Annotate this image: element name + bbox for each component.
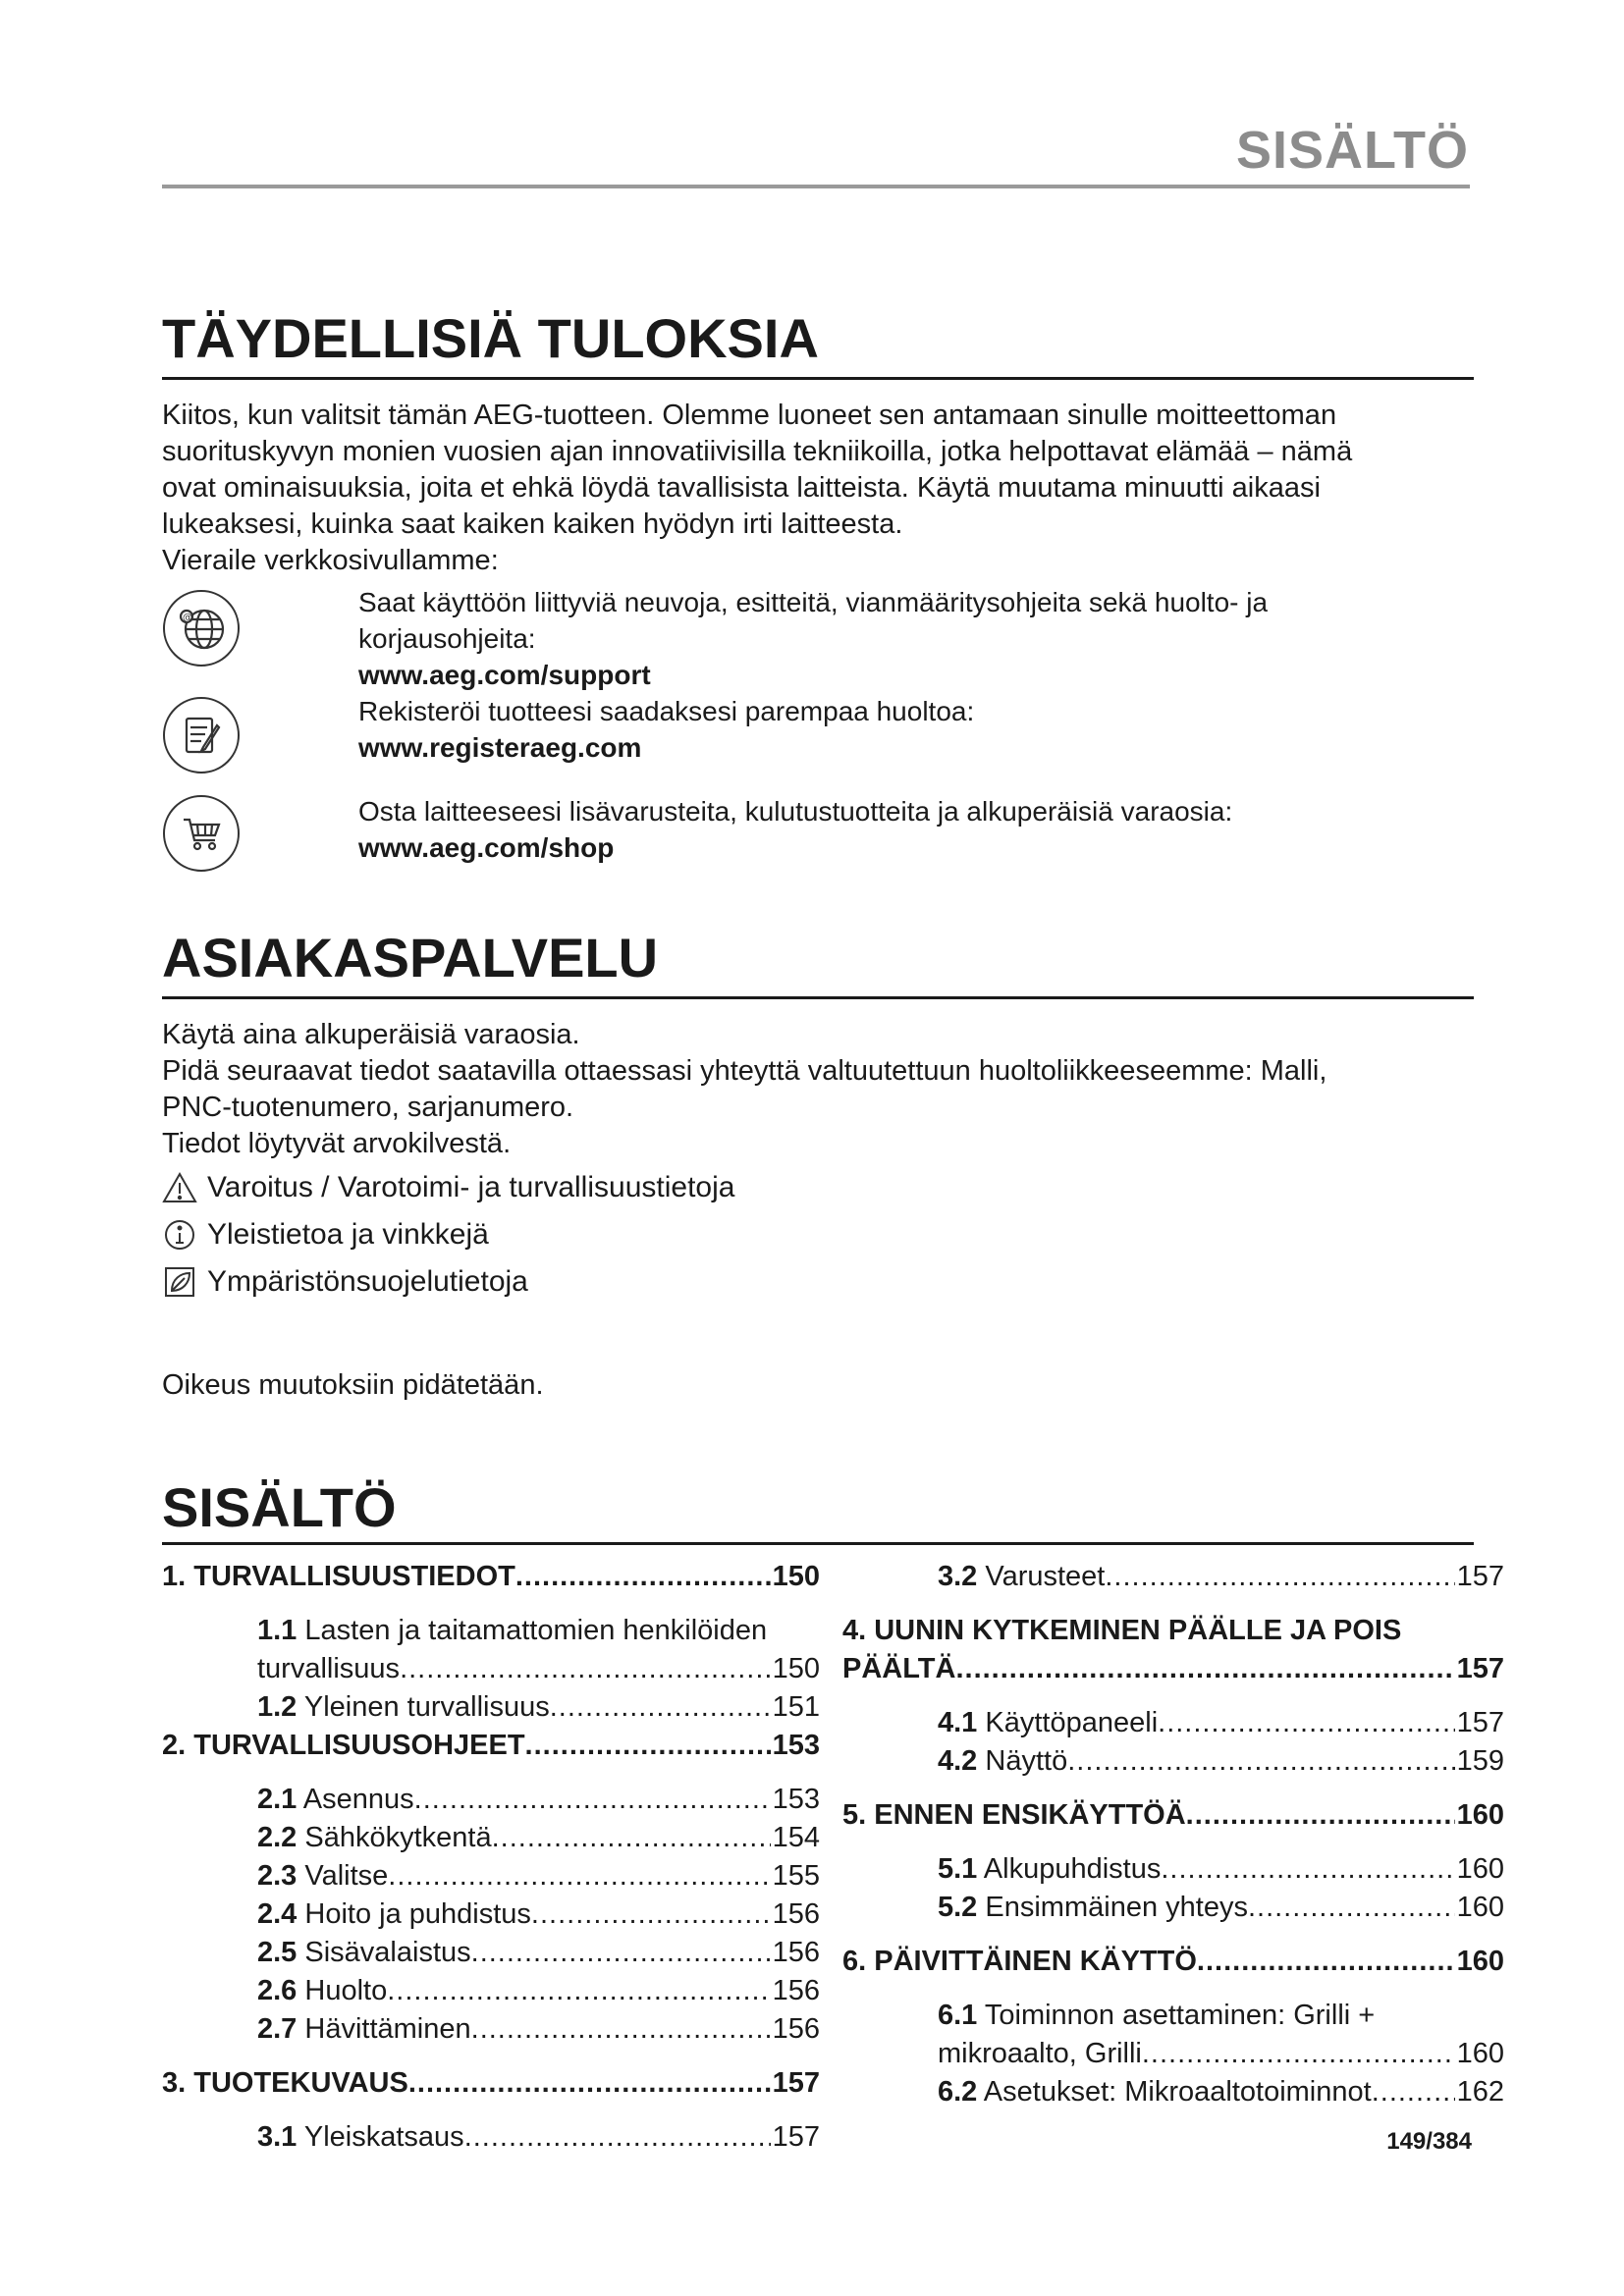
service-divider	[162, 996, 1474, 999]
toc-entry[interactable]: 1. TURVALLISUUSTIEDOT ..... 150	[162, 1561, 820, 1599]
toc-entry[interactable]: 1.2 Yleinen turvallisuus ..... 151	[162, 1691, 820, 1730]
toc-entry[interactable]: 2.2 Sähkökytkentä ..... 154	[162, 1822, 820, 1860]
shopping-cart-icon	[163, 795, 240, 872]
service-intro	[162, 1017, 1478, 1162]
results-intro	[162, 398, 1478, 579]
service-line: Pidä seuraavat tiedot saatavilla ottaessasi yhteyttä valtuutettuun huoltoliikkeeseemme: Malli,	[162, 1055, 1327, 1087]
service-title: ASIAKASPALVELU	[162, 927, 659, 988]
header-title: SISÄLTÖ	[1235, 121, 1469, 180]
toc-divider	[162, 1542, 1474, 1545]
service-line: Tiedot löytyvät arvokilvestä.	[162, 1128, 512, 1159]
toc-entry[interactable]: 2.7 Hävittäminen ..... 156	[162, 2013, 820, 2052]
toc-entry[interactable]: 5. ENNEN ENSIKÄYTTÖÄ ..... 160	[842, 1799, 1504, 1838]
toc-entry-continued[interactable]: turvallisuus ..... 150	[162, 1653, 820, 1691]
toc-entry[interactable]: 4.2 Näyttö ..... 159	[842, 1745, 1504, 1784]
toc-entry[interactable]: 6. PÄIVITTÄINEN KÄYTTÖ ..... 160	[842, 1946, 1504, 1984]
toc-right-column	[842, 1561, 1504, 2114]
support-link[interactable]: www.aeg.com/support	[358, 660, 651, 690]
results-line: ovat ominaisuuksia, joita et ehkä löydä tavallisista laitteista. Käytä muutama minuutti aikaasi	[162, 472, 1321, 504]
legend-info-text: Yleistietoa ja vinkkejä	[207, 1218, 489, 1251]
toc-entry[interactable]: 5.2 Ensimmäinen yhteys ..... 160	[842, 1892, 1504, 1930]
service-line: PNC-tuotenumero, sarjanumero.	[162, 1092, 574, 1123]
toc-entry-continued[interactable]: mikroaalto, Grilli ..... 160	[842, 2038, 1504, 2076]
service-line: Käytä aina alkuperäisiä varaosia.	[162, 1019, 580, 1050]
info-icon	[162, 1217, 197, 1253]
register-form-icon	[163, 697, 240, 774]
register-text: Rekisteröi tuotteesi saadaksesi parempaa huoltoa:	[358, 696, 975, 726]
toc-entry[interactable]: 2.1 Asennus ..... 153	[162, 1784, 820, 1822]
warning-icon	[162, 1170, 197, 1205]
toc-entry[interactable]: 2.6 Huolto ..... 156	[162, 1975, 820, 2013]
shop-text: Osta laitteeseesi lisävarusteita, kulutustuotteita ja alkuperäisiä varaosia:	[358, 796, 1233, 827]
svg-text:@: @	[183, 613, 192, 623]
results-line: suorituskyvyn monien vuosien ajan innovatiivisilla tekniikoilla, jotka helpottavat elämää – nämä	[162, 436, 1353, 467]
legend-warning	[162, 1168, 734, 1207]
support-text: korjausohjeita:	[358, 623, 536, 654]
toc-entry[interactable]: 5.1 Alkupuhdistus ..... 160	[842, 1853, 1504, 1892]
toc-entry[interactable]: 4. UUNIN KYTKEMINEN PÄÄLLE JA POIS	[842, 1615, 1402, 1646]
legend-info	[162, 1215, 489, 1255]
register-link[interactable]: www.registeraeg.com	[358, 732, 642, 763]
toc-title: SISÄLTÖ	[162, 1476, 397, 1538]
results-line: Kiitos, kun valitsit tämän AEG-tuotteen. Olemme luoneet sen antamaan sinulle moitteettoman	[162, 400, 1337, 431]
toc-entry[interactable]: 3. TUOTEKUVAUS ..... 157	[162, 2067, 820, 2106]
header-divider	[162, 185, 1470, 188]
results-line: Vieraile verkkosivullamme:	[162, 545, 499, 576]
leaf-icon	[162, 1264, 197, 1300]
toc-left-column	[162, 1561, 820, 2160]
toc-entry[interactable]: 2.3 Valitse ..... 155	[162, 1860, 820, 1898]
toc-entry[interactable]: 2.5 Sisävalaistus ..... 156	[162, 1937, 820, 1975]
page-number: 149/384	[1386, 2128, 1472, 2155]
toc-entry[interactable]: 4.1 Käyttöpaneeli ..... 157	[842, 1707, 1504, 1745]
toc-entry[interactable]: 6.2 Asetukset: Mikroaaltotoiminnot ..... 162	[842, 2076, 1504, 2114]
globe-icon	[163, 590, 240, 667]
toc-entry-continued[interactable]: PÄÄLTÄ ..... 157	[842, 1653, 1504, 1691]
toc-entry[interactable]: 3.2 Varusteet ..... 157	[842, 1561, 1504, 1599]
legend-warning-text: Varoitus / Varotoimi- ja turvallisuustietoja	[207, 1171, 735, 1203]
results-divider	[162, 377, 1474, 380]
toc-entry[interactable]: 3.1 Yleiskatsaus ..... 157	[162, 2121, 820, 2160]
toc-entry[interactable]: 1.1 Lasten ja taitamattomien henkilöiden	[257, 1615, 768, 1646]
results-line: lukeaksesi, kuinka saat kaiken kaiken hyödyn irti laitteesta.	[162, 508, 903, 540]
support-block	[358, 584, 1268, 766]
results-title: TÄYDELLISIÄ TULOKSIA	[162, 307, 819, 369]
shop-link[interactable]: www.aeg.com/shop	[358, 832, 615, 863]
toc-entry[interactable]: 2. TURVALLISUUSOHJEET ..... 153	[162, 1730, 820, 1768]
notice-text: Oikeus muutoksiin pidätetään.	[162, 1369, 544, 1401]
shop-block	[358, 793, 1232, 866]
toc-entry[interactable]: 6.1 Toiminnon asettaminen: Grilli +	[938, 2000, 1376, 2031]
legend-env-text: Ympäristönsuojelutietoja	[207, 1265, 528, 1298]
toc-entry[interactable]: 2.4 Hoito ja puhdistus ..... 156	[162, 1898, 820, 1937]
legend-environment	[162, 1262, 528, 1302]
support-text: Saat käyttöön liittyviä neuvoja, esitteitä, vianmääritysohjeita sekä huolto- ja	[358, 587, 1269, 617]
